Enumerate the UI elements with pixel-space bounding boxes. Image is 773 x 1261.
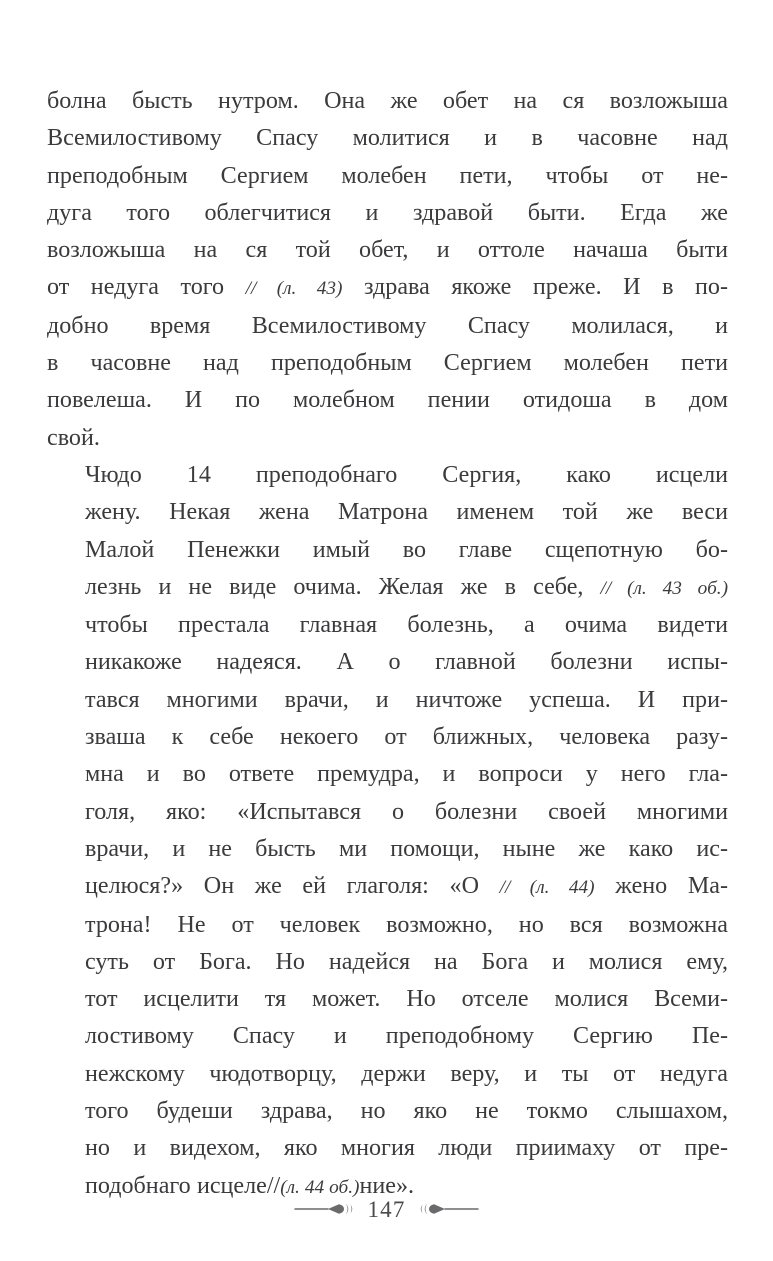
text-run: в часовне над преподобным Сергием молебен пети xyxy=(47,350,728,377)
text-line xyxy=(47,1056,728,1093)
page-footer xyxy=(0,1192,773,1226)
text-line xyxy=(47,158,728,195)
text-line xyxy=(47,83,728,120)
text-run: возложыша на ся той обет, и оттоле начаша быти xyxy=(47,237,728,264)
text-line xyxy=(47,232,728,269)
text-line xyxy=(47,120,728,157)
text-run: ние». xyxy=(359,1172,415,1199)
text-run: от недуга того xyxy=(47,274,246,301)
text-line xyxy=(47,756,728,793)
text-line xyxy=(47,1130,728,1167)
text-run: лостивому Спасу и преподобному Сергию Пе- xyxy=(85,1023,728,1050)
text-line xyxy=(47,195,728,232)
text-line xyxy=(47,569,728,607)
text-line xyxy=(47,532,728,569)
text-run: нежскому чюдотворцу, держи веру, и ты от недуга xyxy=(85,1060,728,1087)
text-run: врачи, и не бысть ми помощи, ныне же како ис- xyxy=(85,835,728,862)
text-line xyxy=(47,420,728,457)
text-run: Всемилостивому Спасу молитися и в часовне над xyxy=(47,125,728,152)
text-run: чтобы престала главная болезнь, а очима видети xyxy=(85,612,728,639)
text-line xyxy=(47,457,728,494)
text-run: но и видехом, яко многия люди приимаху от пре- xyxy=(85,1135,728,1162)
text-line xyxy=(47,308,728,345)
text-run: зваша к себе некоего от ближных, человека разу- xyxy=(85,724,728,751)
page-textblock xyxy=(47,83,728,1206)
fleuron-left-icon xyxy=(294,1201,356,1217)
text-line xyxy=(47,794,728,831)
text-run: того будеши здрава, но яко не токмо слышахом, xyxy=(85,1098,728,1125)
text-run: здрава якоже преже. И в по- xyxy=(342,274,728,301)
text-run: никакоже надеяся. А о главной болезни испы- xyxy=(85,649,728,676)
text-run: тався многими врачи, и ничтоже успеша. И при- xyxy=(85,686,728,713)
text-run: дуга того облегчитися и здравой быти. Егда же xyxy=(47,199,728,226)
text-run: трона! Не от человек возможно, но вся возможна xyxy=(85,911,728,938)
text-line xyxy=(47,944,728,981)
text-line xyxy=(47,831,728,868)
text-line xyxy=(47,907,728,944)
text-line xyxy=(47,607,728,644)
text-run: жено Ма- xyxy=(594,873,729,900)
text-line xyxy=(47,494,728,531)
paragraph-2 xyxy=(47,457,728,1206)
folio-marker: // (л. 43 об.) xyxy=(600,577,728,599)
text-run: суть от Бога. Но надейся на Бога и молися ему, xyxy=(85,948,728,975)
text-run: болна бысть нутром. Она же обет на ся возложыша xyxy=(47,88,728,114)
text-run: голя, яко: «Испытався о болезни своей многими xyxy=(85,798,728,825)
text-run: жену. Некая жена Матрона именем той же веси xyxy=(85,499,728,526)
text-line xyxy=(47,719,728,756)
fleuron-right-icon xyxy=(417,1201,479,1217)
text-run: преподобным Сергием молебен пети, чтобы от не- xyxy=(47,162,728,189)
text-run: свой. xyxy=(47,424,100,451)
text-line xyxy=(47,1093,728,1130)
text-run: тот исцелити тя может. Но отселе молися Всеми- xyxy=(85,986,728,1013)
text-run: мна и во ответе премудра, и вопроси у него гла- xyxy=(85,761,728,788)
text-line xyxy=(47,868,728,906)
text-line xyxy=(47,1018,728,1055)
text-line xyxy=(47,382,728,419)
text-run: повелеша. И по молебном пении отидоша в дом xyxy=(47,387,728,414)
text-run: лезнь и не виде очима. Желая же в себе, xyxy=(85,573,601,600)
folio-marker: (л. 44 об.) xyxy=(280,1176,360,1198)
text-run: подобнаго исцеле// xyxy=(85,1172,281,1199)
text-run: добно время Всемилостивому Спасу молилася, и xyxy=(47,312,728,339)
folio-marker: // (л. 43) xyxy=(245,278,343,300)
text-line xyxy=(47,345,728,382)
page-number: 147 xyxy=(367,1196,406,1222)
text-line xyxy=(47,644,728,681)
text-line xyxy=(47,981,728,1018)
text-line xyxy=(47,269,728,307)
paragraph-1 xyxy=(47,83,728,457)
text-run: Малой Пенежки имый во главе сщепотную бо- xyxy=(85,536,728,563)
text-line xyxy=(47,682,728,719)
text-run: Чюдо 14 преподобнаго Сергия, како исцели xyxy=(85,461,728,488)
folio-marker: // (л. 44) xyxy=(499,877,595,899)
text-run: целюся?» Он же ей глаголя: «О xyxy=(85,873,500,900)
